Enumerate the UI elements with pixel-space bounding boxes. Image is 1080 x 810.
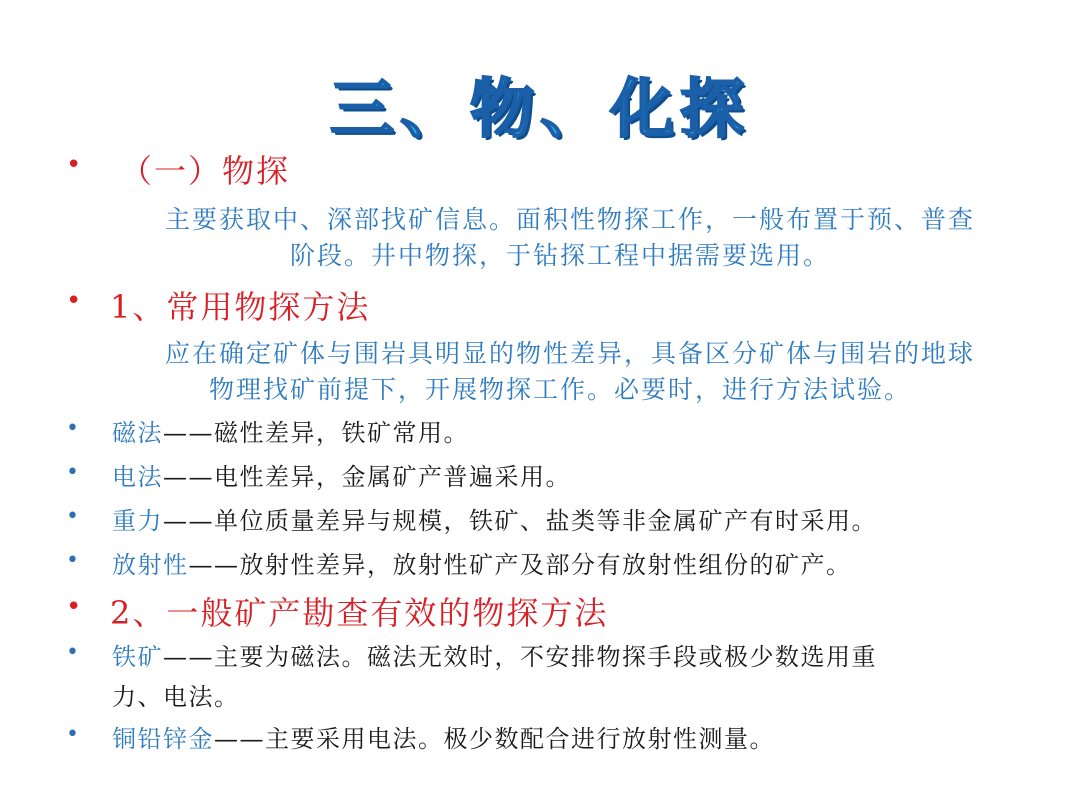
mineral-desc: 主要为磁法。磁法无效时，不安排物探手段或极少数选用重 bbox=[214, 643, 877, 671]
bullet-dot: • bbox=[66, 416, 79, 441]
method-desc: 磁性差异，铁矿常用。 bbox=[214, 419, 469, 447]
list-item bbox=[112, 637, 877, 672]
dash: —— bbox=[163, 419, 214, 447]
dash: —— bbox=[163, 507, 214, 535]
mineral-name: 铜铅锌金 bbox=[112, 725, 214, 753]
bullet-dot: • bbox=[66, 150, 82, 180]
bullet-dot: • bbox=[66, 722, 79, 747]
list-item bbox=[112, 457, 571, 492]
method-name: 放射性 bbox=[112, 551, 189, 579]
list-item bbox=[112, 501, 877, 536]
dash: —— bbox=[163, 643, 214, 671]
method-name: 电法 bbox=[112, 463, 163, 491]
section1-desc-line2: 阶段。井中物探，于钻探工程中据需要选用。 bbox=[289, 241, 830, 270]
dash: —— bbox=[214, 725, 265, 753]
method-desc: 电性差异，金属矿产普遍采用。 bbox=[214, 463, 571, 491]
method-desc: 放射性差异，放射性矿产及部分有放射性组份的矿产。 bbox=[239, 551, 852, 579]
list-item bbox=[112, 719, 775, 754]
bullet-dot: • bbox=[66, 504, 79, 529]
dash: —— bbox=[163, 463, 214, 491]
section-heading-wutan: （一）物探 bbox=[120, 152, 291, 190]
section2-desc-line2: 物理找矿前提下，开展物探工作。必要时，进行方法试验。 bbox=[208, 375, 911, 404]
list-item bbox=[112, 413, 469, 448]
method-name: 磁法 bbox=[112, 419, 163, 447]
section2-desc-line1: 应在确定矿体与围岩具明显的物性差异，具备区分矿体与围岩的地球 bbox=[164, 339, 975, 368]
section-heading-common-methods: 1、常用物探方法 bbox=[110, 288, 371, 326]
bullet-dot: • bbox=[66, 548, 79, 573]
section1-desc-line1: 主要获取中、深部找矿信息。面积性物探工作，一般布置于预、普查 bbox=[164, 205, 975, 234]
list-item bbox=[112, 545, 852, 580]
method-name: 重力 bbox=[112, 507, 163, 535]
bullet-dot: • bbox=[66, 592, 82, 622]
bullet-dot: • bbox=[66, 460, 79, 485]
bullet-dot: • bbox=[66, 640, 79, 665]
slide-title: 三、物、化探 bbox=[330, 73, 750, 147]
bullet-dot: • bbox=[66, 286, 82, 316]
dash: —— bbox=[188, 551, 240, 579]
list-item-continuation: 力、电法。 bbox=[112, 683, 240, 711]
method-desc: 单位质量差异与规模，铁矿、盐类等非金属矿产有时采用。 bbox=[214, 507, 877, 535]
mineral-name: 铁矿 bbox=[112, 643, 163, 671]
section-heading-effective-methods: 2、一般矿产勘查有效的物探方法 bbox=[110, 594, 609, 632]
mineral-desc: 主要采用电法。极少数配合进行放射性测量。 bbox=[265, 725, 775, 753]
